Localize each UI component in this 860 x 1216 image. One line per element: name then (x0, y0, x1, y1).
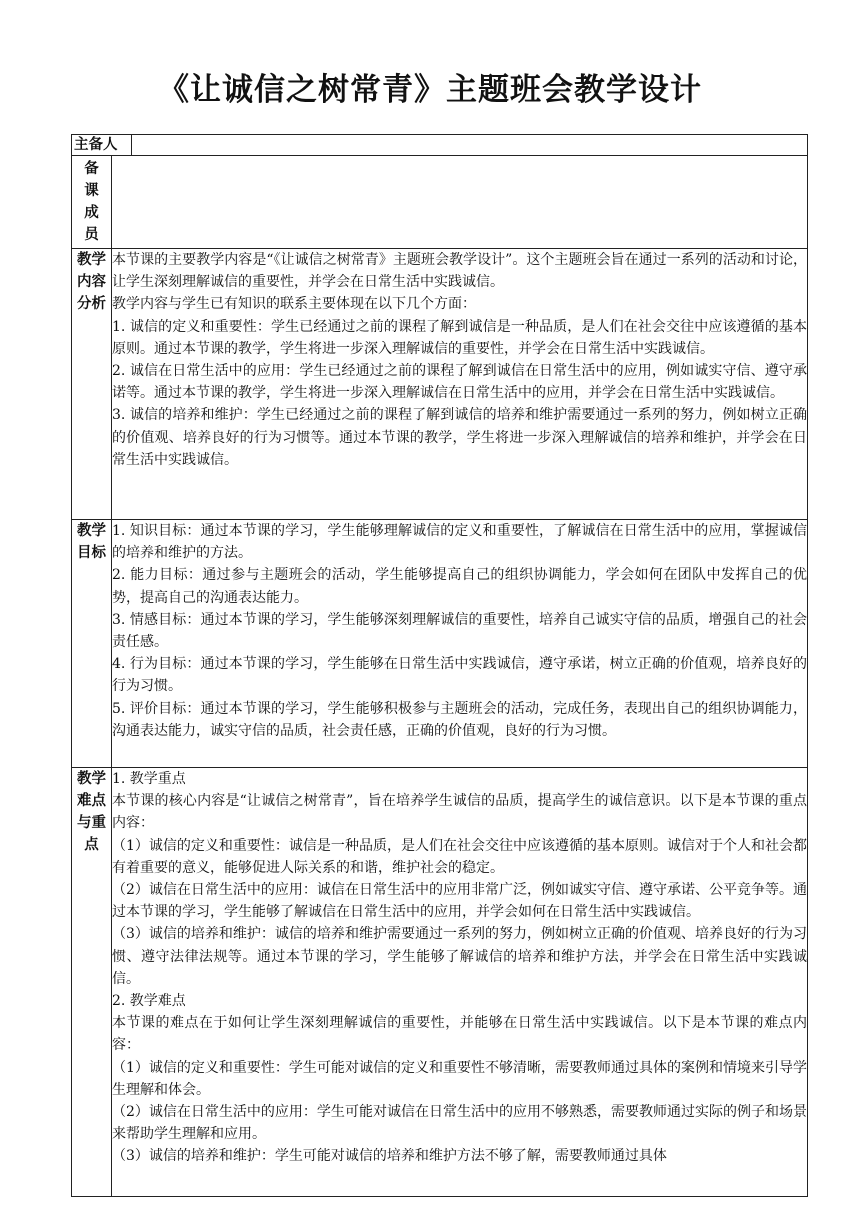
members-value (112, 156, 808, 249)
paragraph: （1）诚信的定义和重要性：学生可能对诚信的定义和重要性不够清晰，需要教师通过具体的案例和情境来引导学生理解和体会。 (112, 1059, 807, 1098)
lesson-plan-table (71, 134, 808, 1197)
document-title: 《让诚信之树常青》主题班会教学设计 (158, 72, 702, 108)
paragraph: 2. 诚信在日常生活中的应用：学生已经通过之前的课程了解到诚信在日常生活中的应用，例如诚实守信、遵守承诺等。通过本节课的教学，学生将进一步深入理解诚信在日常生活中的应用，并学会在日常生活中实践诚信。 (112, 363, 807, 402)
key-difficult-text (112, 768, 808, 1197)
paragraph: 本节课的难点在于如何让学生深刻理解诚信的重要性，并能够在日常生活中实践诚信。以下是本节课的难点内容： (112, 1015, 807, 1054)
paragraph: 3. 诚信的培养和维护：学生已经通过之前的课程了解到诚信的培养和维护需要通过一系列的努力，例如树立正确的价值观、培养良好的行为习惯等。通过本节课的教学，学生将进一步深入理解诚信的培养和维护，并学会在日常生活中实践诚信。 (112, 407, 807, 468)
content-analysis-label: 教学内容分析 (72, 249, 112, 520)
paragraph: 2. 能力目标：通过参与主题班会的活动，学生能够提高自己的组织协调能力，学会如何在团队中发挥自己的优势，提高自己的沟通表达能力。 (112, 567, 807, 606)
paragraph: 教学内容与学生已有知识的联系主要体现在以下几个方面： (112, 296, 476, 313)
row-key-difficult (72, 768, 808, 1197)
paragraph: （3）诚信的培养和维护：学生可能对诚信的培养和维护方法不够了解，需要教师通过具体 (112, 1148, 667, 1165)
paragraph: （3）诚信的培养和维护：诚信的培养和维护需要通过一系列的努力，例如树立正确的价值观、培养良好的行为习惯、遵守法律法规等。通过本节课的学习，学生能够了解诚信的培养和维护方法，并学会在日常生活中实践诚信。 (112, 926, 807, 987)
row-content-analysis (72, 249, 808, 520)
paragraph: （1）诚信的定义和重要性：诚信是一种品质，是人们在社会交往中应该遵循的基本原则。诚信对于个人和社会都有着重要的意义，能够促进人际关系的和谐，维护社会的稳定。 (112, 837, 807, 876)
row-members (72, 156, 808, 249)
paragraph: 5. 评价目标：通过本节课的学习，学生能够积极参与主题班会的活动，完成任务，表现出自己的组织协调能力，沟通表达能力，诚实守信的品质，社会责任感，正确的价值观，良好的行为习惯。 (112, 700, 807, 739)
objectives-label: 教学目标 (72, 520, 112, 768)
paragraph: （2）诚信在日常生活中的应用：诚信在日常生活中的应用非常广泛，例如诚实守信、遵守承诺、公平竞争等。通过本节课的学习，学生能够了解诚信在日常生活中的应用，并学会如何在日常生活中实践诚信。 (112, 882, 807, 921)
presenter-label: 主备人 (72, 135, 132, 156)
paragraph: 3. 情感目标：通过本节课的学习，学生能够深刻理解诚信的重要性，培养自己诚实守信的品质，增强自己的社会责任感。 (112, 611, 807, 651)
paragraph: （2）诚信在日常生活中的应用：学生可能对诚信在日常生活中的应用不够熟悉，需要教师通过实际的例子和场景来帮助学生理解和应用。 (112, 1104, 807, 1143)
content-analysis-text (112, 249, 808, 520)
paragraph: 本节课的主要教学内容是“《让诚信之树常青》主题班会教学设计”。这个主题班会旨在通过一系列的活动和讨论，让学生深刻理解诚信的重要性，并学会在日常生活中实践诚信。 (112, 252, 807, 291)
presenter-value (132, 135, 808, 156)
key-difficult-label: 教学难点与重点 (72, 768, 112, 1197)
paragraph: 2. 教学难点 (112, 993, 186, 1010)
objectives-text (112, 520, 808, 768)
paragraph: 1. 教学重点 (112, 771, 186, 787)
members-label: 备课成员 (72, 156, 112, 249)
paragraph: 1. 知识目标：通过本节课的学习，学生能够理解诚信的定义和重要性，了解诚信在日常生活中的应用，掌握诚信的培养和维护的方法。 (112, 523, 807, 562)
row-presenter (72, 135, 808, 156)
row-objectives (72, 520, 808, 768)
paragraph: 4. 行为目标：通过本节课的学习，学生能够在日常生活中实践诚信，遵守承诺，树立正确的价值观，培养良好的行为习惯。 (112, 656, 807, 695)
paragraph: 1. 诚信的定义和重要性：学生已经通过之前的课程了解到诚信是一种品质，是人们在社会交往中应该遵循的基本原则。通过本节课的教学，学生将进一步深入理解诚信的重要性，并学会在日常生活中实践诚信。 (112, 318, 807, 357)
paragraph: 本节课的核心内容是“让诚信之树常青”，旨在培养学生诚信的品质，提高学生的诚信意识。以下是本节课的重点内容： (112, 793, 807, 832)
